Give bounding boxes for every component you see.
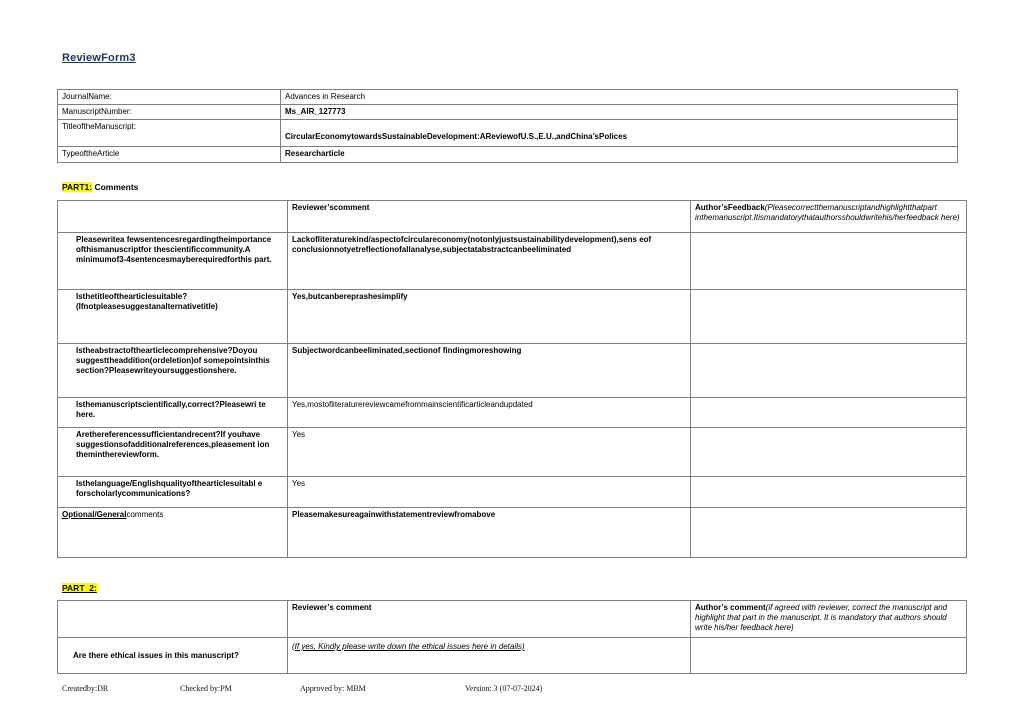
author-feedback-cell[interactable] — [691, 233, 967, 290]
table-row — [58, 290, 967, 344]
author-feedback-instructions: (Pleasecorrectthemanuscriptandhighlightthatpart inthemanuscript.Itismandatorythatauthorsshouldwritehis/herfeedback here) — [695, 203, 960, 222]
manuscript-title-value: CircularEconomytowardsSustainableDevelopment:AReviewofU.S.,E.U.,andChina’sPolices — [281, 120, 958, 147]
footer-checked-by: Checked by:PM — [180, 684, 232, 693]
question-abstract: Istheabstractofthearticlecomprehensive?Doyou suggesttheaddition(ordeletion)of somepointsinthis section?Pleasewriteyoursuggestionshere. — [58, 344, 288, 398]
question-references: Arethereferencessufficientandrecent?If youhave suggestionsofadditionalreferences,pleasement ion theminthereviewform. — [58, 428, 288, 477]
journal-name-label: JournalName: — [58, 90, 281, 105]
author-comment-instructions: (if agreed with reviewer, correct the manuscript and highlight that part in the manuscript. It is mandatory that authors should write his/her feedback here) — [695, 603, 948, 632]
table-row — [58, 120, 958, 147]
manuscript-number-label: ManuscriptNumber: — [58, 105, 281, 120]
reviewer-comment-title-suitable: Yes,butcanbereprashesimplify — [288, 290, 691, 344]
reviewer-comment-scientifically-correct: Yes,mostofliteraturereviewcamefrommainscientificarticleandupdated — [288, 398, 691, 428]
article-type-label: TypeoftheArticle — [58, 147, 281, 163]
part1-header-author-cell — [691, 201, 967, 233]
author-feedback-cell[interactable] — [691, 344, 967, 398]
part2-heading — [62, 583, 97, 593]
part1-header-row — [58, 201, 967, 233]
table-row — [58, 233, 967, 290]
reviewer-comment-abstract: Subjectwordcanbeeliminated,sectionof findingmoreshowing — [288, 344, 691, 398]
document-footer — [0, 684, 1024, 698]
part2-header-author-cell — [691, 601, 967, 638]
author-comment-label: Author’s comment — [695, 603, 766, 612]
reviewer-comment-importance: Lackofliteraturekind/aspectofcirculareconomy(notonlyjustsustainabilitydevelopment),sens eof conclusionnotyetreflectionofallanalyse,subjectatabstractcanbeeliminated — [288, 233, 691, 290]
question-importance: Pleasewritea fewsentencesregardingtheimportance ofthismanuscriptfor thescientificcommunity.A minimumof3-4sentencesmayberequiredforthis part. — [58, 233, 288, 290]
question-ethical-issues: Are there ethical issues in this manuscript? — [58, 638, 288, 674]
table-row — [58, 344, 967, 398]
question-optional-general — [58, 508, 288, 558]
author-feedback-cell[interactable] — [691, 398, 967, 428]
part1-comments-table — [57, 200, 967, 558]
part1-header-reviewer-cell: Reviewer’scomment — [288, 201, 691, 233]
part2-header-question-cell — [58, 601, 288, 638]
article-type-value: Researcharticle — [281, 147, 958, 163]
part1-heading-highlight: PART1: — [62, 182, 93, 192]
page-title: ReviewForm3 — [62, 52, 136, 64]
reviewer-comment-optional-general: Pleasemakesureagainwithstatementreviewfromabove — [288, 508, 691, 558]
table-row — [58, 638, 967, 674]
table-row — [58, 428, 967, 477]
part2-ethics-table — [57, 600, 967, 674]
journal-name-value: Advances in Research — [281, 90, 958, 105]
question-title-suitable: Isthetitleofthearticlesuitable? (Ifnotpleasesuggestanalternativetitle) — [58, 290, 288, 344]
table-row — [58, 508, 967, 558]
author-feedback-cell[interactable] — [691, 477, 967, 508]
optional-general-label: Optional/General — [62, 510, 127, 519]
manuscript-title-label: TitleoftheManuscript: — [58, 120, 281, 147]
author-feedback-cell[interactable] — [691, 290, 967, 344]
footer-created-by: Createdby:DR — [62, 684, 109, 693]
optional-general-suffix: comments — [126, 510, 164, 519]
footer-version: Version: 3 (07-07-2024) — [465, 684, 543, 693]
footer-approved-by: Approved by: MBM — [300, 684, 366, 693]
part2-heading-highlight: PART 2: — [62, 583, 97, 593]
table-row — [58, 477, 967, 508]
reviewer-comment-ethical-issues: (If yes, Kindly please write down the ethical issues here in details) — [288, 638, 691, 674]
part2-header-row — [58, 601, 967, 638]
question-language-quality: Isthelanguage/Englishqualityofthearticlesuitabl e forscholarlycommunications? — [58, 477, 288, 508]
part1-heading-suffix: Comments — [94, 182, 139, 192]
author-feedback-cell[interactable] — [691, 428, 967, 477]
manuscript-info-table — [57, 89, 958, 163]
table-row — [58, 147, 958, 163]
author-comment-cell[interactable] — [691, 638, 967, 674]
author-feedback-label: Author’sFeedback — [695, 203, 765, 212]
author-feedback-cell[interactable] — [691, 508, 967, 558]
part1-header-question-cell — [58, 201, 288, 233]
manuscript-number-value: Ms_AIR_127773 — [281, 105, 958, 120]
table-row — [58, 105, 958, 120]
part1-heading — [62, 182, 138, 192]
question-scientifically-correct: Isthemanuscriptscientifically,correct?Pleasewri te here. — [58, 398, 288, 428]
part2-header-reviewer-cell: Reviewer’s comment — [288, 601, 691, 638]
table-row — [58, 90, 958, 105]
reviewer-comment-references: Yes — [288, 428, 691, 477]
reviewer-comment-language-quality: Yes — [288, 477, 691, 508]
table-row — [58, 398, 967, 428]
